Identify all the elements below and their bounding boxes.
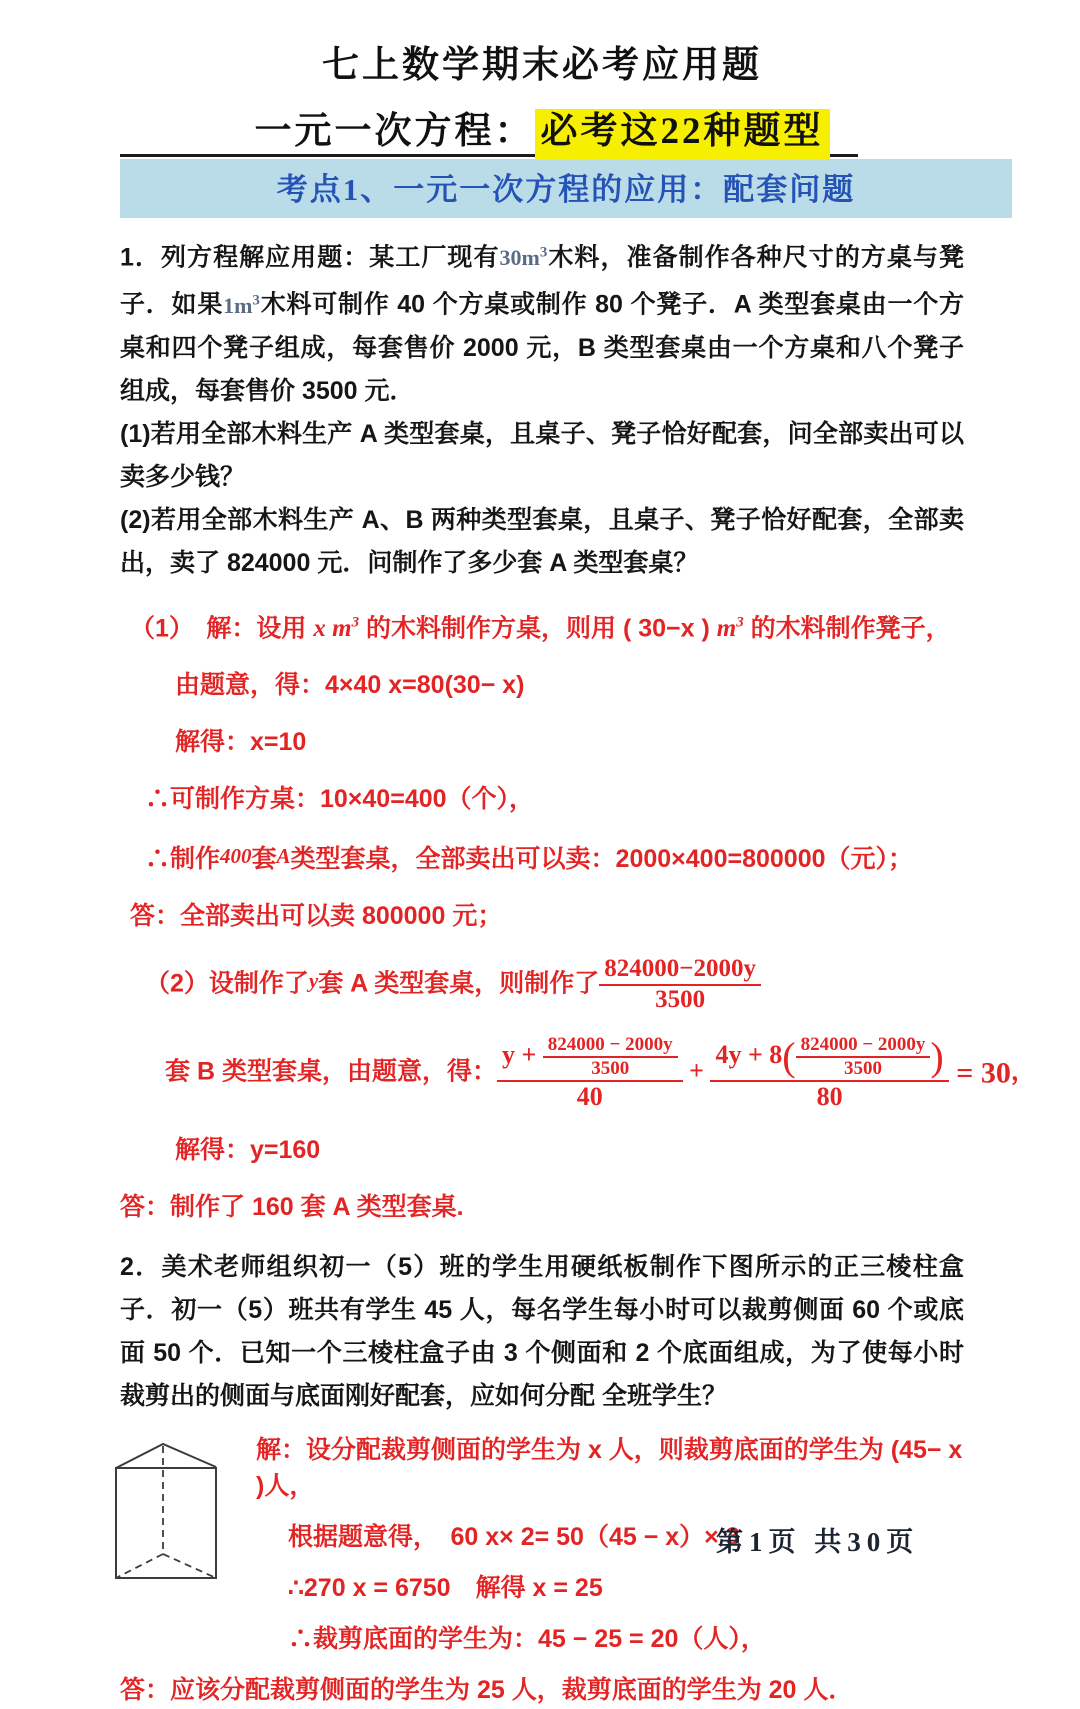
solution-line (120, 838, 964, 878)
fraction-b-count (599, 955, 761, 1015)
solution-line: 解得：y=160 (175, 1136, 321, 1165)
section-banner: 考点1、一元一次方程的应用：配套问题 (120, 159, 1012, 218)
equation-term1 (497, 1034, 683, 1112)
plus-sign: + (682, 1056, 711, 1086)
problem-1-question-2: (2)若用全部木料生产 A、B 两种类型套桌，且桌子、凳子恰好配套，全部卖出，卖了 824000 元．问制作了多少套 A 类型套桌？ (120, 505, 964, 577)
unit-30m3-base: 30m (499, 245, 540, 271)
solution-1-l1c: 的木料制作凳子， (743, 613, 951, 642)
problem-1-seg3: 木料可制作 40 个方桌或制作 80 个凳子．A 类型套桌由一个方桌和四个凳子组成，每套售价 2000 元，B 类型套桌由一个方桌和八个凳子组成，每套售价 3500 元． (120, 290, 964, 405)
solution-line (120, 605, 964, 647)
page-number: 第1页 共30页 (716, 1527, 920, 1557)
term1-denominator: 40 (576, 1082, 603, 1112)
prism-top-edges (116, 1444, 216, 1468)
solution-line: 根据题意得， 60 x× 2= 50（45 − x）× 3 (288, 1523, 740, 1552)
triangular-prism-figure (108, 1432, 228, 1672)
solution-line: 解得：x=10 (175, 727, 307, 756)
fraction-denominator: 3500 (655, 985, 706, 1013)
unit-1m3-sup: 3 (252, 292, 260, 309)
inner-num: 824000 − 2000y (543, 1034, 678, 1058)
problem-1-seg1: 1．列方程解应用题：某工厂现有 (120, 243, 500, 272)
equation-term2 (710, 1034, 948, 1112)
term1-pre: y + (501, 1040, 543, 1070)
solution-line (120, 955, 964, 1015)
solution-line: 由题意，得：4×40 x=80(30− x) (175, 670, 525, 699)
solution-1-l7a: （2）设制作了 (145, 969, 309, 998)
math-m3-base: m (716, 614, 737, 642)
page-title: 七上数学期末必考应用题 (322, 45, 762, 86)
solution-equation-line (120, 1034, 1036, 1112)
solution-1-l5c: 类型套桌，全部卖出可以卖：2000×400=800000（元）； (290, 844, 913, 873)
math-m3-sup: 3 (736, 614, 744, 631)
solution-1-l1a: （1） 解：设用 (130, 613, 314, 642)
math-xm3-base: x m (313, 614, 352, 642)
math-A: A (276, 843, 291, 868)
solution-line: 解：设分配裁剪侧面的学生为 x 人，则裁剪底面的学生为 (45− x )人， (256, 1436, 963, 1501)
solution-2-answer (120, 1672, 964, 1709)
inner-den: 3500 (591, 1058, 630, 1080)
math-xm3-sup: 3 (351, 614, 360, 631)
unit-1m3 (223, 293, 260, 318)
solution-line: ∴可制作方桌：10×40=400（个）， (145, 784, 535, 813)
term2-numerator (710, 1034, 948, 1082)
solution-1-l5b: 套 (251, 844, 277, 873)
term2-pre: 4y + 8 (715, 1040, 783, 1070)
equation-rhs: = 30 (948, 1056, 1011, 1090)
subtitle-prefix: 一元一次方程： (254, 111, 535, 152)
math-30minusx-m3 (717, 615, 744, 642)
term2-inner-fraction (796, 1034, 931, 1080)
solution-line: ∴270 x = 6750 解得 x = 25 (288, 1574, 603, 1603)
fraction-numerator: 824000−2000y (599, 955, 761, 986)
term1-numerator (497, 1034, 683, 1082)
close-paren: ) (930, 1034, 944, 1080)
solution-answer-line: 答：应该分配裁剪侧面的学生为 25 人，裁剪底面的学生为 20 人． (120, 1676, 854, 1705)
problem-1-seg2: 木料，准备制作各种尺寸的方桌与凳子．如果 (120, 243, 964, 319)
solution-1-l8a: 套 B 类型套桌，由题意，得： (165, 1057, 497, 1086)
unit-1m3-base: 1m (223, 292, 253, 318)
solution-1-l5a: ∴制作 (145, 844, 221, 873)
inner-num: 824000 − 2000y (796, 1034, 931, 1058)
problem-1-text (120, 232, 964, 413)
math-400: 400 (220, 843, 252, 868)
page-subtitle (120, 100, 964, 154)
solution-line: ∴裁剪底面的学生为：45 − 25 = 20（人）， (288, 1625, 766, 1654)
solution-1-l7b: 套 A 类型套桌，则制作了 (318, 969, 600, 998)
equation-tail-comma: ， (1010, 1057, 1036, 1086)
prism-outline (116, 1468, 216, 1578)
prism-svg (108, 1436, 226, 1586)
problem-1-question-1: (1)若用全部木料生产 A 类型套桌，且桌子、凳子恰好配套，问全部卖出可以卖多少钱？ (120, 419, 964, 491)
solution-answer-line: 答：全部卖出可以卖 800000 元； (130, 901, 503, 930)
inner-den: 3500 (844, 1058, 882, 1080)
problem-2-text: 2．美术老师组织初一（5）班的学生用硬纸板制作下图所示的正三棱柱盒子．初一（5）班共有学生 45 人，每名学生每小时可以裁剪侧面 60 个或底面 50 个．已知一个三棱柱盒子由 3 个侧面和 2 个底面组成，为了使每小时裁剪出的侧面与底面刚好配套，应如何分配 全班学生？ (120, 1253, 964, 1411)
unit-30m3-sup: 3 (539, 245, 548, 261)
math-y: y (308, 968, 319, 993)
prism-hidden-edges (116, 1446, 216, 1578)
math-xm3 (313, 615, 359, 642)
main-equation (497, 1034, 1011, 1112)
unit-30m3 (500, 245, 548, 270)
term2-denominator: 80 (816, 1082, 843, 1112)
solution-answer-line: 答：制作了 160 套 A 类型套桌. (120, 1193, 464, 1222)
open-paren: ( (782, 1034, 796, 1080)
solution-1-l1b: 的木料制作方桌，则用 ( 30−x ) (359, 613, 717, 642)
term1-inner-fraction (543, 1034, 678, 1080)
subtitle-highlight: 必考这22种题型 (535, 109, 830, 160)
solution-1 (120, 605, 1036, 1226)
